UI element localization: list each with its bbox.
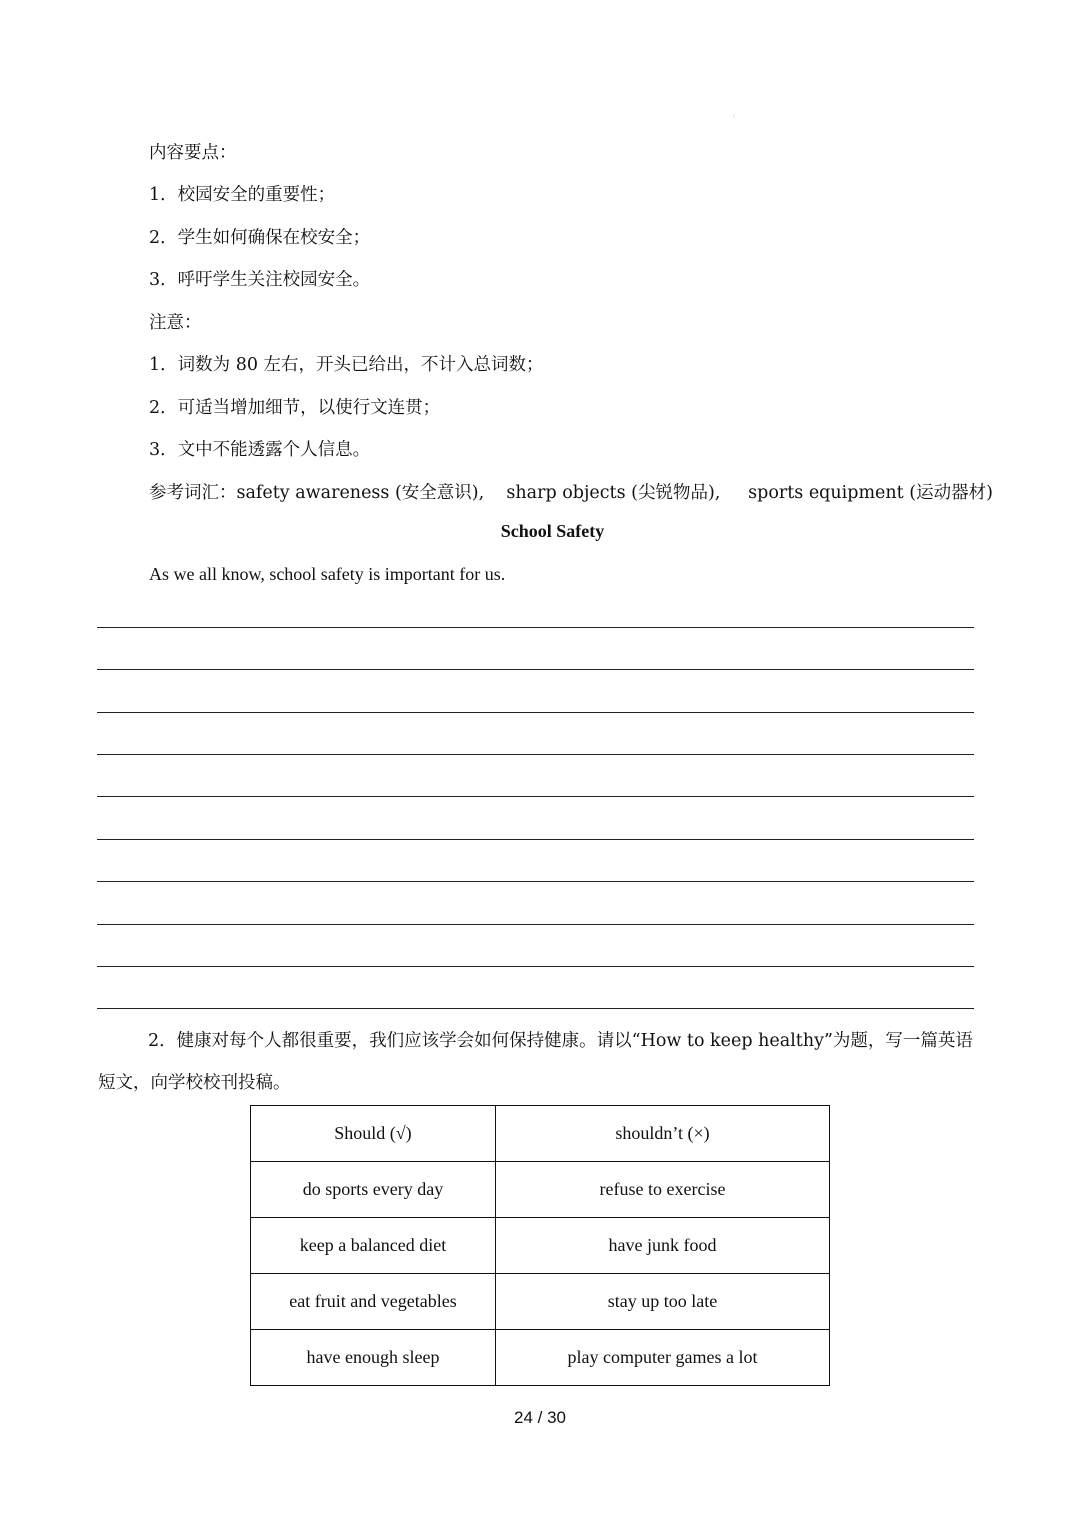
table-header-shouldnt: shouldn’t (×) <box>496 1106 830 1162</box>
note-3: 3．文中不能透露个人信息。 <box>149 440 371 460</box>
writing-line[interactable] <box>97 796 974 797</box>
writing-line[interactable] <box>97 924 974 925</box>
writing-line[interactable] <box>97 881 974 882</box>
table-cell-shouldnt: play computer games a lot <box>496 1330 830 1386</box>
table-cell-shouldnt: have junk food <box>496 1218 830 1274</box>
essay-title: School Safety <box>500 521 605 541</box>
table-cell-should: keep a balanced diet <box>251 1218 496 1274</box>
writing-line[interactable] <box>97 669 974 670</box>
content-point-2: 2．学生如何确保在校安全； <box>149 228 371 248</box>
task-2-prompt: 2．健康对每个人都很重要，我们应该学会如何保持健康。请以“How to keep healthy”为题，写一篇英语短文，向学校校刊投稿。 <box>98 1031 973 1093</box>
stray-mark: : <box>733 113 736 120</box>
writing-line[interactable] <box>97 1008 974 1009</box>
table-cell-should: have enough sleep <box>251 1330 496 1386</box>
essay-opening: As we all know, school safety is important for us. <box>149 564 506 584</box>
table-row <box>251 1218 830 1274</box>
writing-line[interactable] <box>97 754 974 755</box>
note-2: 2．可适当增加细节，以使行文连贯； <box>149 398 441 418</box>
table-row <box>251 1330 830 1386</box>
should-shouldnt-table <box>250 1105 830 1386</box>
table-header-row <box>251 1106 830 1162</box>
table-header-should: Should (√) <box>251 1106 496 1162</box>
page-number: 24 / 30 <box>514 1408 566 1427</box>
table-cell-should: do sports every day <box>251 1162 496 1218</box>
table-cell-should: eat fruit and vegetables <box>251 1274 496 1330</box>
reference-vocabulary: 参考词汇：safety awareness (安全意识), sharp objects (尖锐物品), sports equipment (运动器材) <box>149 483 993 503</box>
writing-line[interactable] <box>97 712 974 713</box>
table-cell-shouldnt: stay up too late <box>496 1274 830 1330</box>
table-row <box>251 1274 830 1330</box>
note-1: 1．词数为 80 左右，开头已给出，不计入总词数； <box>149 355 544 375</box>
content-points-heading: 内容要点： <box>149 143 237 163</box>
writing-line[interactable] <box>97 966 974 967</box>
table-cell-shouldnt: refuse to exercise <box>496 1162 830 1218</box>
writing-line[interactable] <box>97 839 974 840</box>
content-point-3: 3．呼吁学生关注校园安全。 <box>149 270 371 290</box>
writing-line[interactable] <box>97 627 974 628</box>
notes-heading: 注意： <box>149 313 202 333</box>
table-row <box>251 1162 830 1218</box>
content-point-1: 1．校园安全的重要性； <box>149 185 336 205</box>
